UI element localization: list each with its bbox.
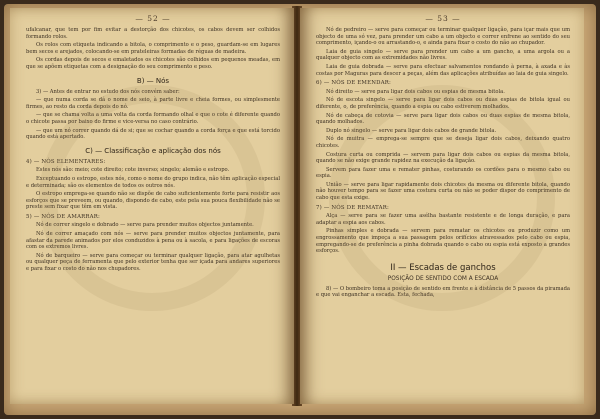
paragraph: União — serve para ligar rapidamente dois chicotes da mesma ou diferente bitola, quando não houver tempo para se fazer uma costura curta ou não se poder dispor do comprimento de cabo que esta exige.: [316, 181, 570, 202]
paragraph: Nó direito — serve para ligar dois cabos ou espias de mesma bitola.: [326, 88, 505, 95]
section-title-classificacao: C) — Classificação e aplicação dos nós: [85, 146, 221, 155]
paragraph: Laia de guia dobrada — serve para efectuar salvamentos rondando à perna, à axada e às costas por Maguras para descer a peças, além das aplicações atribuídas ao laia de guia singelo.: [316, 63, 570, 77]
paragraph: Os rolos com etiqueta indicando a bitola, o comprimento e o peso, guardam-se em lugares bem secos e arejados, colocando-se em prateleiras formadas de réguas de madeira.: [26, 42, 280, 55]
heading-nos-de-rematar: 7) — NÓS DE REMATAR:: [316, 204, 390, 211]
paragraph: 8) — O bombeiro toma a posição de sentido em frente e à distância de 5 passos da piramada e que vai enganchar a escada. Esta, fechada,: [316, 285, 570, 299]
right-page: [300, 8, 584, 404]
paragraph: Laia de guia singelo — serve para prender um cabo a um gancho, a uma argola ou a qualquer objecto com as extremidades não livres.: [316, 48, 570, 62]
page-number-right: — 53 —: [425, 14, 461, 23]
paragraph: Alça — serve para se fazer uma asélha bastante resistente e de longa duração, e para adaptar a espia aos cabos.: [316, 213, 570, 226]
paragraph: Nó de barqueiro — serve para começar ou terminar qualquer ligação, para atar agulhetas ou qualquer peça de ferramenta que pelo exterior tenha que ser içada para andares superiores e para fixar o costo do não nos chupadores.: [26, 252, 280, 273]
paragraph: Exceptuando o estropo, estes nós, como o nome do grupo indica, não têm aplicação especial e determinada; são os elementos de todos os outros nós.: [26, 175, 280, 189]
paragraph: Nó de escota singelo — serve para ligar dois cabos ou duas espias de bitola igual ou diferente, o, de preferência, quando a espia ou cabo estiverem molhados.: [316, 97, 570, 110]
paragraph: Os cordas depois de secos e emaletados os chicotes são colhidos em pequenos meadas, em que se apõem etiquetas com a designação do seu comprimento e peso.: [26, 57, 280, 70]
paragraph: Nó de pedreiro — serve para começar ou terminar qualquer ligação, para içar mais que um objecto de uma só vez, para prender um cabo a um objecto e correr enfrene ao sentido do seu comprimento, içando-o ou arrastando-o, e ainda para fixar o costo do não ao chupador.: [316, 27, 570, 47]
section-title-nos: B) — Nós: [136, 76, 170, 85]
paragraph: Nó de cabeça de cotovia — serve para ligar dois cabos ou duas espias de mesma bitola, quando molhados.: [316, 112, 570, 126]
paragraph: Servem para fazer uma e remater pinhas, costurando os cordões para o mesmo cabo ou espia.: [316, 166, 570, 180]
left-page: [10, 8, 294, 404]
paragraph: Nó de correr singelo e dobrado — serve para prender muitos objectos juntamente.: [36, 222, 254, 229]
paragraph: Pinhas simples e dobrada — servem para rematar os chicotes ou produzir como um engrossamento que impeça a sua passagem pelos orifícios atravessados pelo cabo ou espia, empregando-se de preferência a pinha dobrada quando o cabo ou espia está exposto a grandes esforços.: [316, 228, 570, 255]
section-title-escadas-de-ganchos: II — Escadas de ganchos: [390, 262, 496, 273]
paragraph: — que numa corda se dá o nome de seio, à parte livre e cheia formes, ou simplesmente firmes, ao resto da corda depois do nó.: [26, 97, 280, 110]
paragraph: — que se chama volta a uma volta da corda formando olhal e que o cote é diferente quando o chicote passa por baixo do firme e vice-versa no caso contrário.: [26, 112, 280, 125]
paragraph: ufalcanar, que tem por fim evitar a destorção dos chicotes, os cabos devem ser colhidos formando rolos.: [26, 27, 280, 40]
paragraph: Costura curta ou comprida — servem para ligar dois cabos ou espias da mesma bitola, quando se não exige grande rapidez na execução da ligação.: [316, 151, 570, 165]
heading-nos-de-amarrar: 5) — NÓS DE AMARRAR:: [26, 213, 101, 220]
page-number-left: — 52 —: [135, 14, 171, 23]
heading-nos-de-emendar: 6) — NÓS DE EMENDAR:: [316, 80, 392, 87]
paragraph: Estes nós são: meio; cote direito; cote inverso; singelo; alemão e estropo.: [36, 167, 230, 174]
paragraph: 3) — Antes de entrar no estudo dos nós convém saber:: [36, 88, 180, 95]
paragraph: Nó de muitra — emprega-se sempre que se deseja ligar dois cabos, deixando quatro chicotes.: [316, 136, 570, 149]
paragraph: Duplo nó singelo — serve para ligar dois cabos de grande bitola.: [326, 127, 497, 134]
paragraph: O estropo emprega-se quando não se dispõe de cabo suficientemente forte para resistir aos esforços que se preveem, ou quando, dispondo de cabo, este pela sua pouca flexibilidade não se preste sem fixar que têm em vista.: [26, 191, 280, 211]
heading-nos-elementares: 4) — NÓS ELEMENTARES:: [26, 158, 106, 165]
subsection-posicao-de-sentido: POSIÇÃO DE SENTIDO COM A ESCADA: [387, 275, 499, 282]
paragraph: — que um nó correr quando dá de si; que se cochar quando a corda força e que está torcido quando está apertado.: [26, 127, 280, 141]
paragraph: Nó de correr amaçado com nós — serve para prender muitos objectos juntamente, para afastar da parede animados por elos conduzidos à pena ou à sacola, e para ligações de escoras com os extremos livres.: [26, 231, 280, 251]
